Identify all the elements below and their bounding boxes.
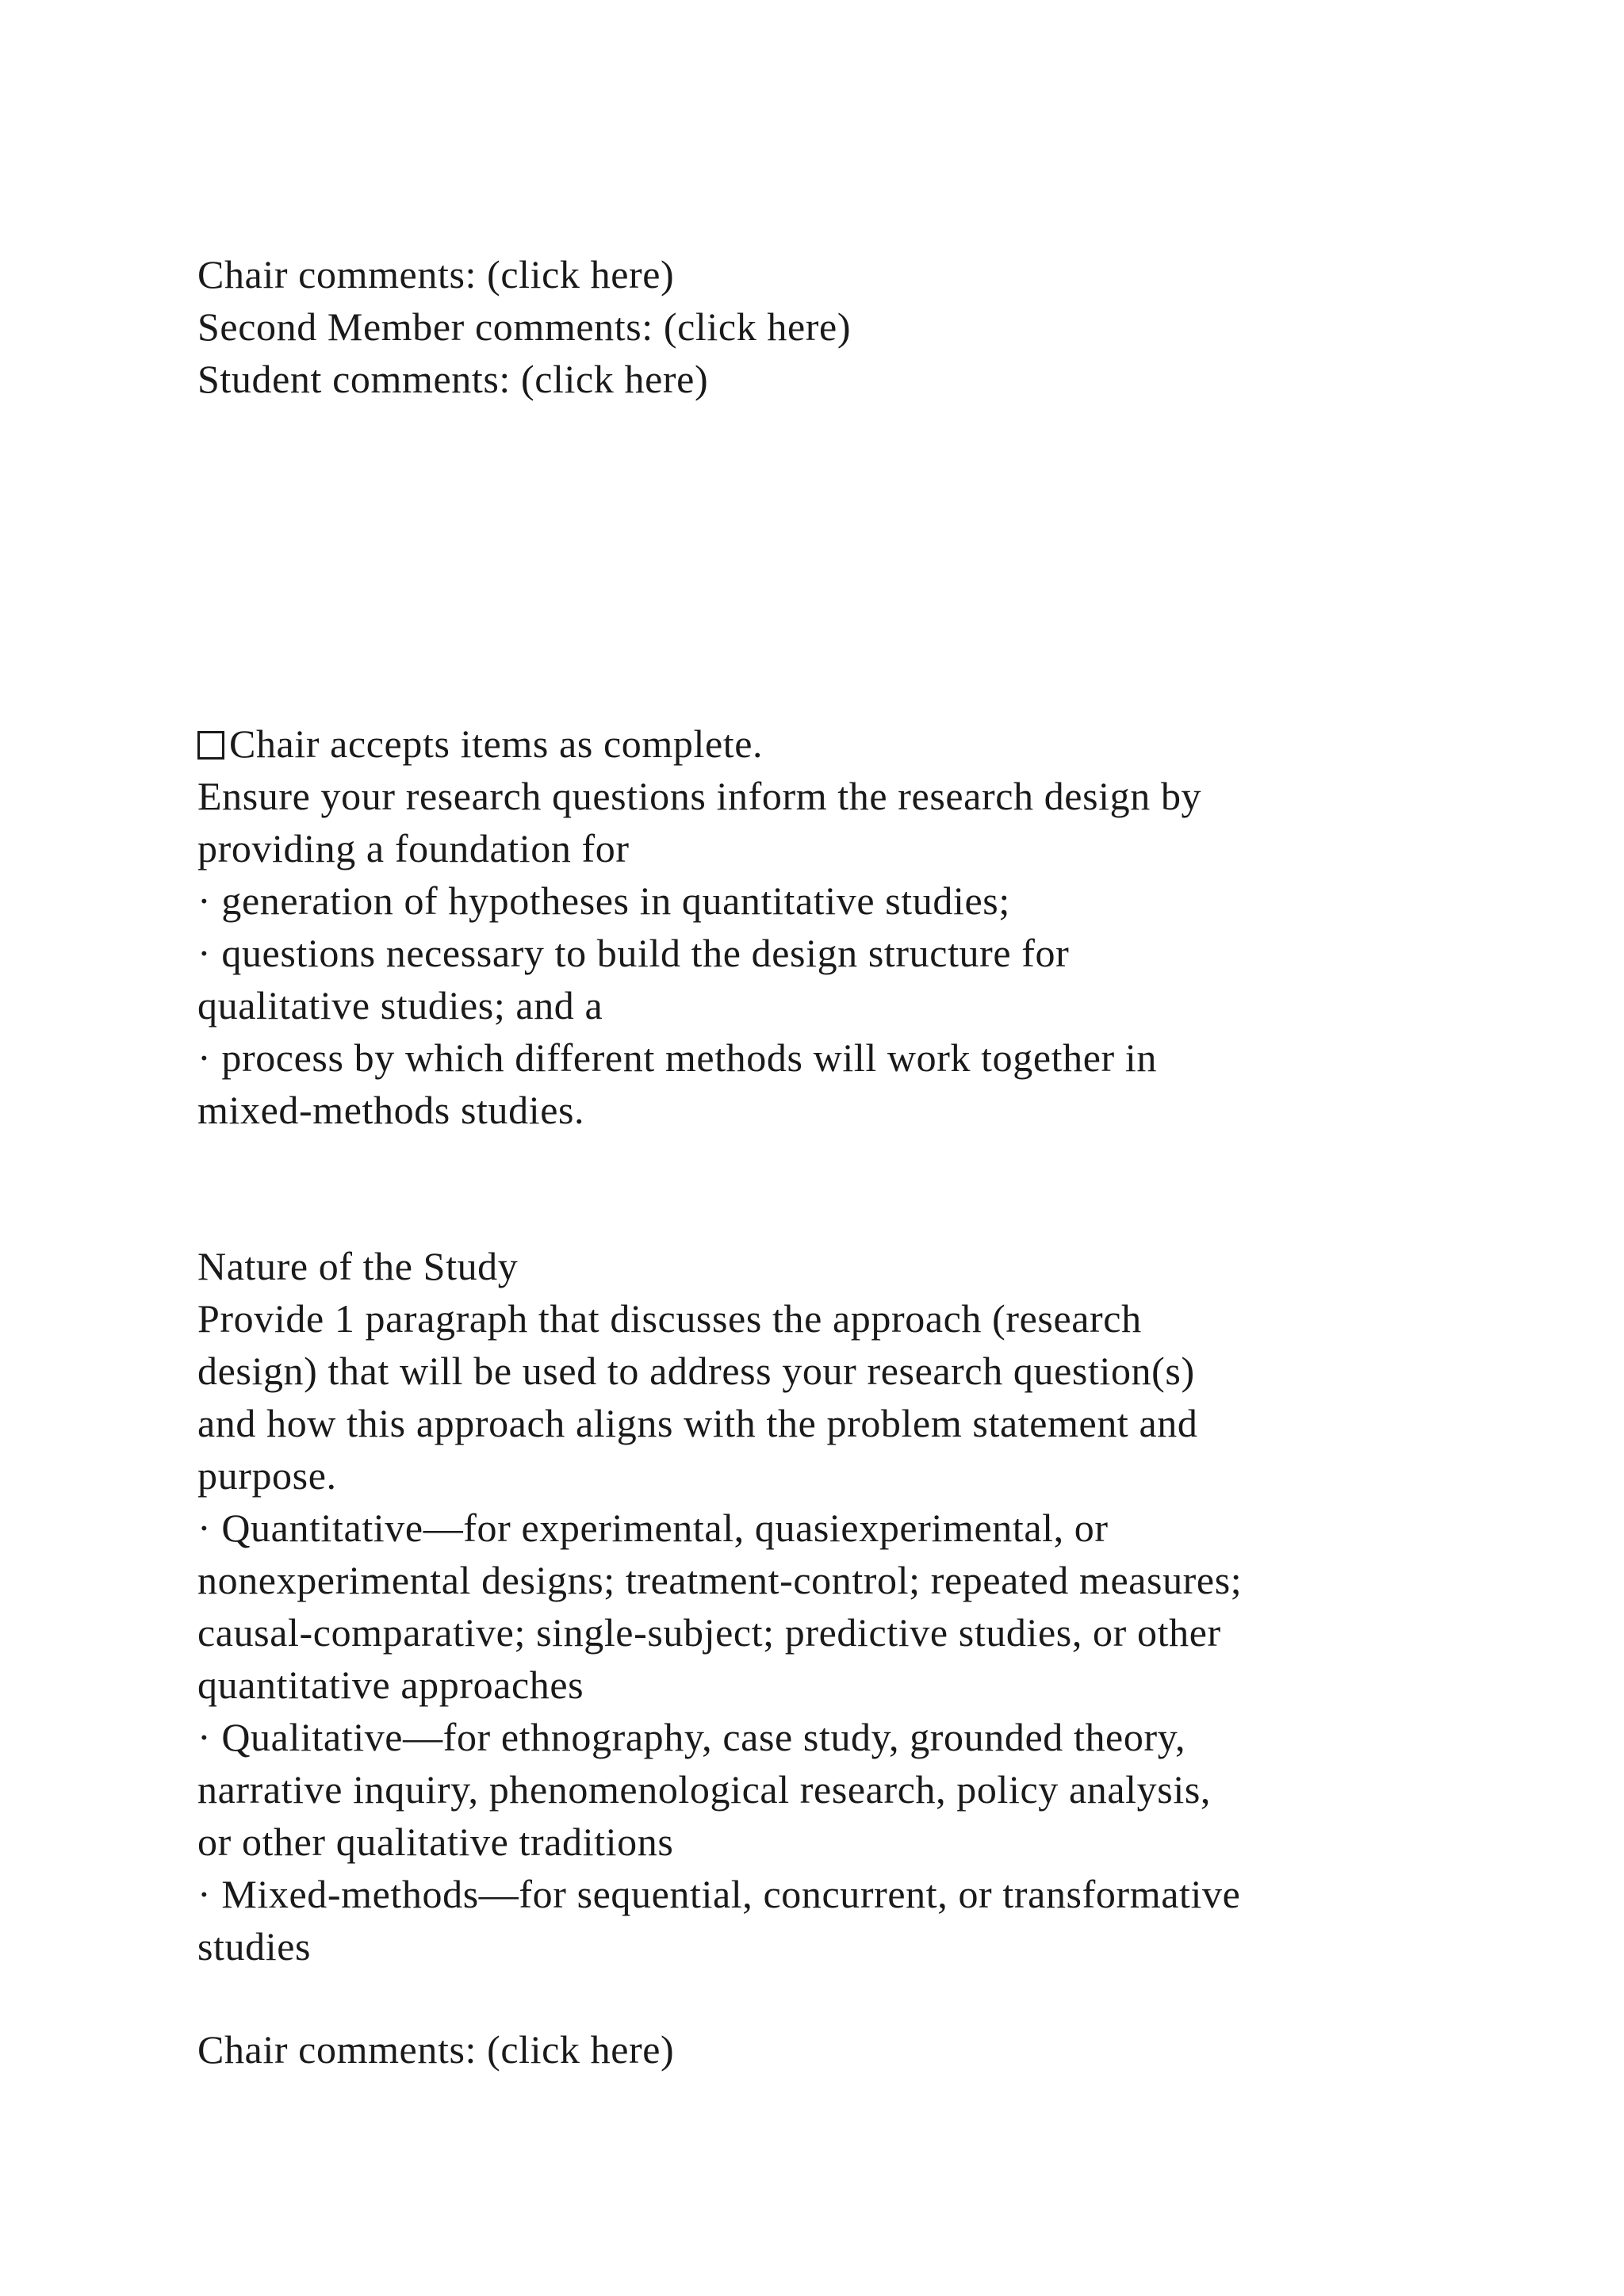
research-questions-intro: Ensure your research questions inform the research design by [197, 774, 1202, 818]
bullet-qualitative-cont-2: or other qualitative traditions [197, 1820, 674, 1864]
bullet-qualitative-structure: · questions necessary to build the design structure for [197, 931, 1070, 975]
research-questions-intro-cont: providing a foundation for [197, 826, 630, 871]
chair-comments-link-bottom[interactable]: Chair comments: (click here) [197, 2027, 675, 2072]
bullet-quantitative-cont-1: nonexperimental designs; treatment-control; repeated measures; [197, 1558, 1243, 1602]
second-member-comments-link[interactable]: Second Member comments: (click here) [197, 304, 852, 349]
nature-paragraph-line-2: design) that will be used to address your research question(s) [197, 1349, 1195, 1393]
bullet-quantitative: · Quantitative—for experimental, quasiexperimental, or [197, 1506, 1109, 1550]
bullet-quantitative-cont-2: causal-comparative; single-subject; predictive studies, or other [197, 1610, 1221, 1655]
chair-accepts-checkbox[interactable] [197, 731, 224, 760]
bullet-mixed-methods-cont: studies [197, 1924, 312, 1969]
bullet-qualitative-structure-cont: qualitative studies; and a [197, 983, 603, 1027]
bullet-mixed-methods-process: · process by which different methods will work together in [197, 1035, 1157, 1080]
student-comments-link[interactable]: Student comments: (click here) [197, 357, 709, 401]
nature-paragraph-line-3: and how this approach aligns with the problem statement and [197, 1401, 1198, 1445]
nature-paragraph-line-4: purpose. [197, 1453, 337, 1498]
bullet-mixed-methods-process-cont: mixed-methods studies. [197, 1088, 585, 1132]
bullet-mixed-methods: · Mixed-methods—for sequential, concurrent, or transformative [197, 1872, 1241, 1916]
nature-of-study-heading: Nature of the Study [197, 1244, 519, 1288]
nature-paragraph-line-1: Provide 1 paragraph that discusses the approach (research [197, 1296, 1142, 1341]
chair-accepts-label: Chair accepts items as complete. [229, 721, 764, 766]
chair-accepts-row [197, 718, 763, 770]
chair-comments-link[interactable]: Chair comments: (click here) [197, 252, 675, 297]
bullet-qualitative-cont-1: narrative inquiry, phenomenological research, policy analysis, [197, 1767, 1211, 1812]
bullet-quantitative-cont-3: quantitative approaches [197, 1663, 584, 1707]
bullet-quantitative-hypotheses: · generation of hypotheses in quantitative studies; [197, 878, 1010, 923]
bullet-qualitative: · Qualitative—for ethnography, case study, grounded theory, [197, 1715, 1186, 1759]
